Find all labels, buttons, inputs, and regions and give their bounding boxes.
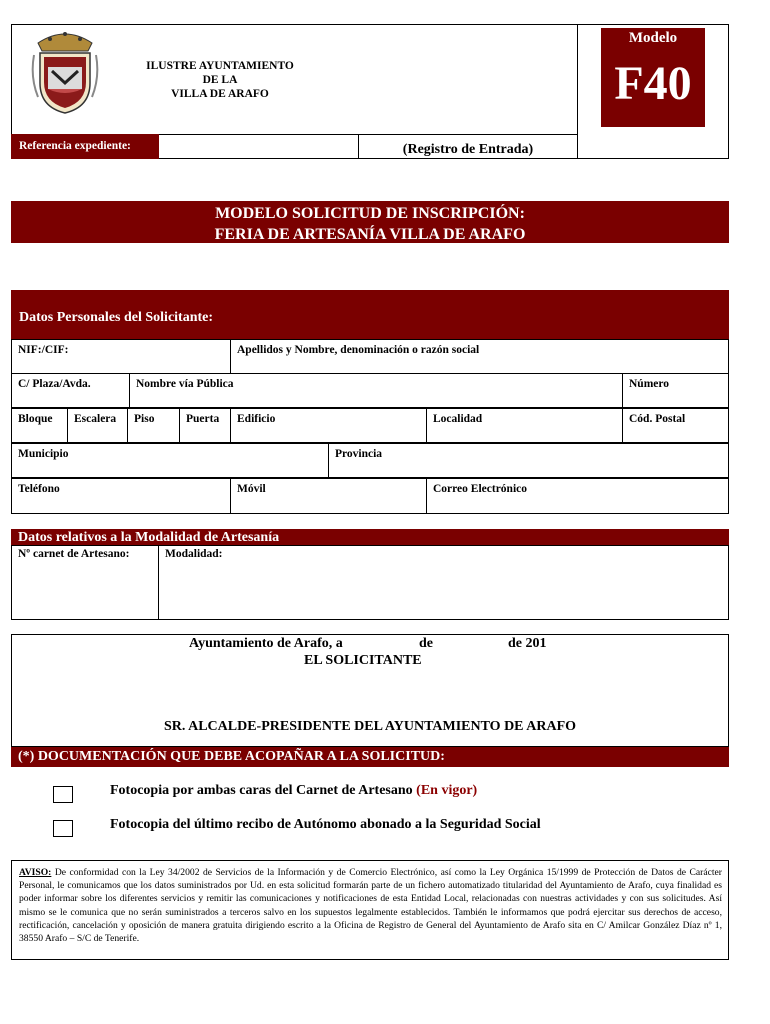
edificio-label: Edificio: [237, 413, 276, 425]
signature-date-de2: de 201: [508, 636, 547, 651]
plaza-field[interactable]: [11, 373, 130, 408]
aviso-label: AVISO:: [19, 867, 52, 878]
telefono-field[interactable]: [11, 478, 231, 514]
reference-label-text: Referencia expediente:: [19, 140, 131, 152]
artesania-heading: [11, 529, 729, 546]
movil-field[interactable]: [230, 478, 427, 514]
org-name: [120, 59, 320, 101]
correo-field[interactable]: [426, 478, 729, 514]
form-title: [11, 201, 729, 243]
signature-alcalde: SR. ALCALDE-PRESIDENTE DEL AYUNTAMIENTO DE ARAFO: [163, 719, 577, 734]
docs-heading: [11, 747, 729, 767]
bloque-label: Bloque: [18, 413, 53, 425]
aviso-text: [19, 866, 722, 945]
numero-field[interactable]: [622, 373, 729, 408]
coat-of-arms-icon: [30, 27, 100, 115]
puerta-field[interactable]: [179, 408, 231, 443]
provincia-label: Provincia: [335, 448, 383, 460]
docs-heading-text: (*) DOCUMENTACIÓN QUE DEBE ACOPAÑAR A LA SOLICITUD:: [18, 749, 445, 764]
localidad-label: Localidad: [433, 413, 483, 425]
carnet-field[interactable]: [11, 545, 159, 620]
personal-heading: [11, 290, 729, 339]
doc-item-autonomo: Fotocopia del último recibo de Autónomo abonado a la Seguridad Social: [110, 817, 541, 832]
municipio-field[interactable]: [11, 443, 329, 478]
registro-label: (Registro de Entrada): [402, 142, 534, 157]
correo-label: Correo Electrónico: [433, 483, 527, 495]
org-line-1: ILUSTRE AYUNTAMIENTO: [146, 60, 294, 72]
org-line-2: DE LA: [202, 74, 238, 86]
personal-heading-text: Datos Personales del Solicitante:: [19, 310, 214, 325]
form-title-line-2: FERIA DE ARTESANÍA VILLA DE ARAFO: [214, 226, 526, 243]
localidad-field[interactable]: [426, 408, 623, 443]
nombre-field[interactable]: [230, 339, 729, 374]
reference-input[interactable]: [159, 134, 359, 159]
provincia-field[interactable]: [328, 443, 729, 478]
checkbox-autonomo[interactable]: [53, 820, 73, 837]
modelo-code: F40: [614, 57, 692, 110]
cp-field[interactable]: [622, 408, 729, 443]
signature-date-de1: de: [419, 636, 433, 651]
nombre-label: Apellidos y Nombre, denominación o razón social: [237, 344, 480, 356]
escalera-field[interactable]: [67, 408, 128, 443]
piso-field[interactable]: [127, 408, 180, 443]
municipio-label: Municipio: [18, 448, 69, 460]
modelo-badge: [601, 28, 705, 127]
doc-item-carnet-note: (En vigor): [416, 783, 478, 798]
org-line-3: VILLA DE ARAFO: [171, 88, 269, 100]
movil-label: Móvil: [237, 483, 266, 495]
bloque-field[interactable]: [11, 408, 68, 443]
aviso-body: De conformidad con la Ley 34/2002 de Servicios de la Información y de Comercio Electrónico, así como la Ley Orgánica 15/1999 de Protección de Datos de Carácter Personal, le comunicamos que los datos suministrados por Ud. en esta solicitud formarán parte de un fichero automatizado titularidad del Ayuntamiento de Arafo, cuya finalidad es poder informar sobre los diferentes servicios y remitir las comunicaciones y notificaciones de esta Entidad Local, relacionadas con nuestras actividades y con sus solicitudes. Así mismo se le comunica que no serán suministrados a terceros salvo en los supuestos legalmente establecidos. También le informamos que podrá ejercitar sus derechos de acceso, rectificación, cancelación y oposición de manera gratuita dirigiendo escrito a la Oficina de Registro de General del Ayuntamiento de Arafo sita en C/ Amilcar González Díaz nº 1, 38550 Arafo – S/C de Tenerife.: [19, 867, 722, 945]
edificio-field[interactable]: [230, 408, 427, 443]
modalidad-label: Modalidad:: [165, 548, 223, 560]
doc-item-carnet-text: Fotocopia por ambas caras del Carnet de Artesano: [110, 783, 413, 798]
artesania-heading-text: Datos relativos a la Modalidad de Artesanía: [18, 530, 280, 545]
plaza-label: C/ Plaza/Avda.: [18, 378, 91, 390]
nif-field[interactable]: [11, 339, 231, 374]
escalera-label: Escalera: [74, 413, 117, 425]
via-field[interactable]: [129, 373, 623, 408]
piso-label: Piso: [134, 413, 155, 425]
via-label: Nombre vía Pública: [136, 378, 234, 390]
header-divider: [577, 24, 578, 159]
form-title-line-1: MODELO SOLICITUD DE INSCRIPCIÓN:: [215, 205, 525, 222]
doc-item-carnet: [110, 783, 477, 799]
puerta-label: Puerta: [186, 413, 220, 425]
carnet-label: Nº carnet de Artesano:: [18, 548, 130, 560]
nif-label: NIF:/CIF:: [18, 344, 69, 356]
numero-label: Número: [629, 378, 670, 390]
telefono-label: Teléfono: [18, 483, 60, 495]
checkbox-carnet[interactable]: [53, 786, 73, 803]
modelo-label: Modelo: [628, 30, 678, 46]
signature-solicitante: EL SOLICITANTE: [304, 653, 422, 668]
reference-label: [11, 134, 159, 159]
modalidad-field[interactable]: [158, 545, 729, 620]
cp-label: Cód. Postal: [629, 413, 686, 425]
signature-date-ayto: Ayuntamiento de Arafo, a: [189, 636, 343, 651]
